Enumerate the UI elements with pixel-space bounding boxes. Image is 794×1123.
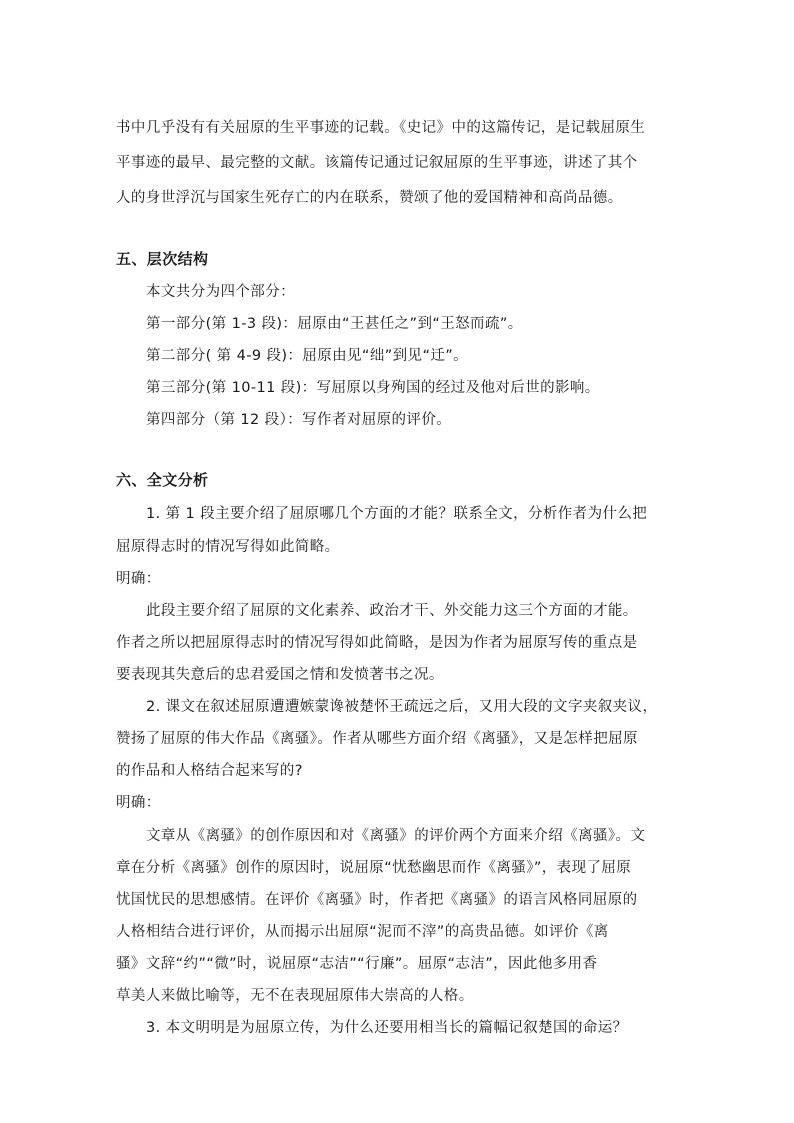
structure-part-2: 第二部分( 第 4-9 段)：屈原由见“绌”到见“迁”。 [146, 348, 469, 364]
structure-part-4: 第四部分（第 12 段）：写作者对屈原的评价。 [146, 412, 452, 428]
answer-2-line-5: 骚》文辞“约”“微”时，说屈原“志洁”“行廉”。屈原“志洁”，因此他多用香 [116, 956, 598, 972]
question-2-line-3: 的作品和人格结合起来写的? [116, 763, 303, 779]
question-2-line-2: 赞扬了屈原的伟大作品《离骚》。作者从哪些方面介绍《离骚》，又是怎样把屈原 [116, 731, 638, 747]
intro-line-2: 平事迹的最早、最完整的文献。该篇传记通过记叙屈原的生平事迹，讲述了其个 [116, 155, 638, 171]
answer-1-line-1: 此段主要介绍了屈原的文化素养、政治才干、外交能力这三个方面的才能。 [146, 603, 638, 619]
answer-label-2: 明确： [116, 795, 161, 811]
structure-lead: 本文共分为四个部分： [146, 284, 295, 300]
intro-line-1: 书中几乎没有有关屈原的生平事迹的记载。《史记》中的这篇传记，是记载屈原生 [116, 120, 646, 136]
answer-2-line-1: 文章从《离骚》的创作原因和对《离骚》的评价两个方面来介绍《离骚》。文 [146, 828, 646, 844]
question-1-line-1: 1. 第 1 段主要介绍了屈原哪几个方面的才能？联系全文，分析作者为什么把 [146, 506, 648, 522]
structure-part-3: 第三部分(第 10-11 段)：写屈原以身殉国的经过及他对后世的影响。 [146, 380, 600, 396]
section-heading-structure: 五、层次结构 [116, 250, 209, 268]
intro-line-3: 人的身世浮沉与国家生死存亡的内在联系，赞颂了他的爱国精神和高尚品德。 [116, 190, 623, 206]
section-heading-analysis: 六、全文分析 [116, 471, 209, 489]
answer-label-1: 明确： [116, 571, 161, 587]
answer-1-line-2: 作者之所以把屈原得志时的情况写得如此简略，是因为作者为屈原写传的重点是 [116, 635, 638, 651]
question-3-line-1: 3. 本文明明是为屈原立传，为什么还要用相当长的篇幅记叙楚国的命运？ [146, 1020, 628, 1036]
question-1-line-2: 屈原得志时的情况写得如此简略。 [116, 539, 340, 555]
answer-2-line-6: 草美人来做比喻等，无不在表现屈原伟大崇高的人格。 [116, 988, 474, 1004]
structure-part-1: 第一部分(第 1-3 段)：屈原由“王甚任之”到“王怒而疏”。 [146, 316, 523, 332]
answer-1-line-3: 要表现其失意后的忠君爱国之情和发愤著书之况。 [116, 667, 444, 683]
answer-2-line-4: 人格相结合进行评价，从而揭示出屈原“泥而不滓”的高贵品德。如评价《离 [116, 924, 609, 940]
answer-2-line-2: 章在分析《离骚》创作的原因时，说屈原“忧愁幽思而作《离骚》”，表现了屈原 [116, 860, 632, 876]
answer-2-line-3: 忧国忧民的思想感情。在评价《离骚》时，作者把《离骚》的语言风格同屈原的 [116, 892, 638, 908]
question-2-line-1: 2. 课文在叙述屈原遭遭嫉蒙谗被楚怀王疏远之后，又用大段的文字夹叙夹议， [146, 699, 658, 715]
